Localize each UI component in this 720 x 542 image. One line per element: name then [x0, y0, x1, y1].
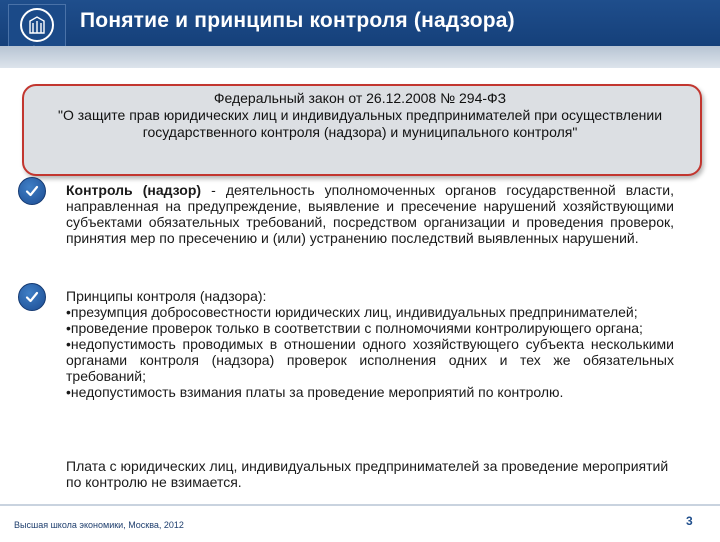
checkmark-icon	[18, 177, 46, 205]
principle-item: •презумпция добросовестности юридических лиц, индивидуальных предпринимателей;	[66, 304, 638, 320]
footer-label: Высшая школа экономики, Москва, 2012	[14, 520, 184, 530]
definition-paragraph	[66, 182, 674, 246]
slide-title: Понятие и принципы контроля (надзора)	[80, 9, 515, 32]
principles-list	[66, 288, 674, 400]
page-number: 3	[686, 514, 693, 528]
checkmark-icon	[18, 283, 46, 311]
law-name: "О защите прав юридических лиц и индивидуальных предпринимателей при осуществлении государственного контроля (надзора) и муниципального контроля"	[57, 107, 663, 140]
principle-item: •недопустимость взимания платы за проведение мероприятий по контролю.	[66, 384, 564, 400]
principles-heading: Принципы контроля (надзора):	[66, 288, 267, 304]
definition-text: - деятельность уполномоченных органов государственной власти, направленная на предупреждение, выявление и пресечение нарушений хозяйствующими субъектами обязательных требований, посредством организации и проведения проверок, принятия мер по пресечению и (или) устранению последствий выявленных нарушений.	[66, 182, 674, 246]
slide-header	[0, 0, 720, 46]
fee-note: Плата с юридических лиц, индивидуальных предпринимателей за проведение мероприятий по контролю не взимается.	[66, 458, 669, 490]
law-text	[50, 90, 670, 141]
slide-footer	[0, 504, 720, 542]
emblem-icon	[20, 8, 54, 42]
principle-item: •проведение проверок только в соответствии с полномочиями контролирующего органа;	[66, 320, 643, 336]
header-sub-band	[0, 46, 720, 68]
definition-term: Контроль (надзор)	[66, 182, 202, 198]
law-title: Федеральный закон от 26.12.2008 № 294-ФЗ	[213, 90, 507, 106]
principle-item: •недопустимость проводимых в отношении одного хозяйствующего субъекта несколькими органами контроля (надзора) проверок исполнения одних и тех же обязательных требований;	[66, 336, 674, 384]
